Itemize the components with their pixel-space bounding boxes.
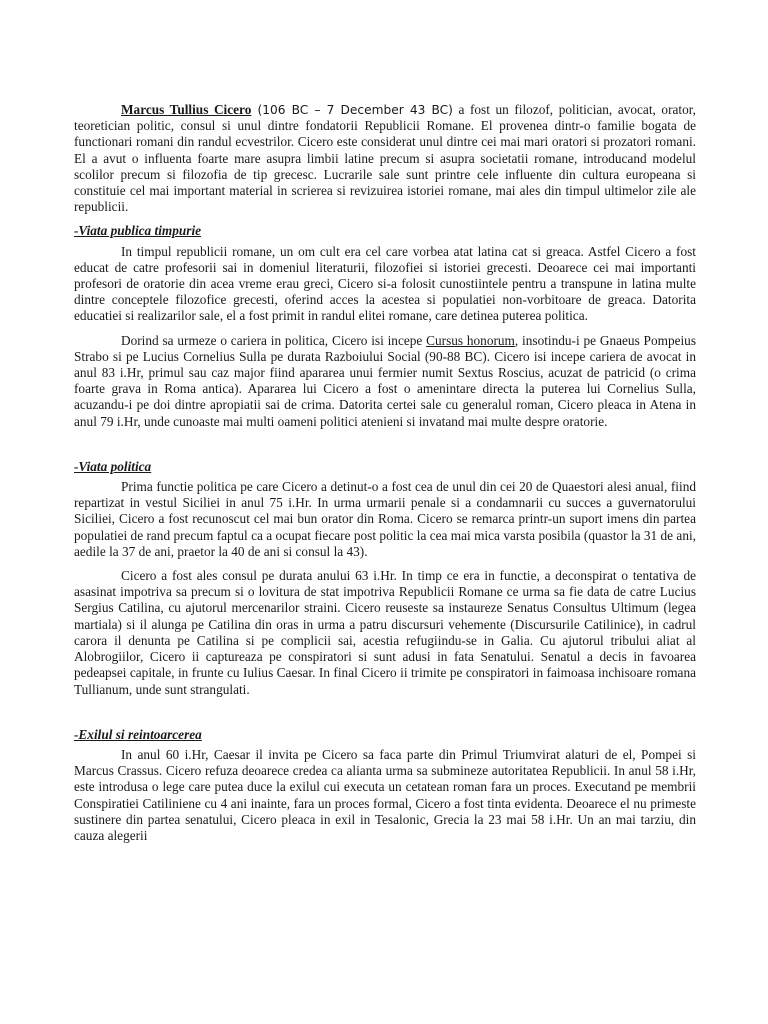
heading-exilul-si-reintoarcerea: -Exilul si reintoarcerea [74, 726, 202, 742]
intro-text: a fost un filozof, politician, avocat, orator, teoretician politic, consul si unul dintre fondatorii Republicii Romane. El provenea dintr-o familie bogata de functionari romani din randul ecvestrilor. Cicero este considerat unul dintre cei mai mari oratori si prozatori romani. El a avut o influenta foarte mare asupra limbii latine precum si asupra societatii romane, introducand modelul scolilor precum si filozofia de tip grecesc. Lucrarile sale sunt printre cele influente din cultura europeana si constituie cel mai important material in scrierea si revizuirea istoriei romane, mai ales din timpul ultimelor zile ale republicii. [74, 102, 696, 215]
paragraph-consul: Cicero a fost ales consul pe durata anului 63 i.Hr. In timp ce era in functie, a deconspirat o tentativa de asasinat impotriva sa precum si o lovitura de stat impotriva Republicii Romane ce urma sa fie data de catre Lucius Sergius Catilina, cu ajutorul mercenarilor straini. Cicero reuseste sa instaureze Senatus Consultus Ultimum (legea martiala) si il alunga pe Catilina din oras in urma a patru discursuri vehemente (Discursurile Catilinice), in cadrul carora il denunta pe Catilina si pe complicii sai, acestia refugiindu-se in Galia. Cu ajutorul tribului aliat al Alobrogiilor, Cicero ii captureaza pe conspiratori si sunt adusi in fata Senatului. Senatul a decis in favoarea pedeapsei capitale, in frunte cu Iulius Caesar. In final Cicero ii trimite pe conspiratori in faimoasa inchisoare romana Tullianum, unde sunt strangulati. [74, 568, 696, 697]
paragraph-cursus-honorum [74, 333, 696, 430]
paragraph-text: , insotindu-i pe Gnaeus Pompeius Strabo si pe Lucius Cornelius Sulla pe durata Razboiului Social (90-88 BC). Cicero isi incepe cariera de avocat in anul 83 i.Hr, primul sau caz major fiind apararea unui fermier numit Sextus Roscius, acuzat de patricid (o crima foarte grava in Roma antica). Apararea lui Cicero a fost o amenintare directa la puterea lui Cornelius Sulla, acuzandu-i pe doi dintre apropiatii sai de crima. Datorita certei sale cu generalul roman, Cicero pleaca in Atena in anul 79 i.Hr, unde cunoaste mai multi oameni politici atenieni si invatand mai multe despre oratorie. [74, 332, 697, 429]
heading-viata-politica: -Viata politica [74, 458, 152, 474]
cicero-link[interactable]: Marcus Tullius Cicero [121, 102, 252, 117]
heading-viata-publica-timpurie: -Viata publica timpurie [74, 223, 202, 239]
paragraph-text: Dorind sa urmeze o cariera in politica, Cicero isi incepe [121, 332, 427, 348]
document-page [74, 102, 696, 844]
cursus-honorum-link[interactable]: Cursus honorum [426, 332, 515, 348]
paragraph-education: In timpul republicii romane, un om cult era cel care vorbea atat latina cat si greaca. Astfel Cicero a fost educat de catre profesorii sai in domeniul literaturii, filozofiei si istoriei grecesti. Deoarece cei mai importanti profesori de oratorie din acea vreme erau greci, Cicero si-a folosit cunostiintele pentru a transpune in latina multe dintre conceptele filozofice grecesti, oferind acces la acestea si populatiei non-vorbitoare de greaca. Datorita educatiei si realizarilor sale, el a fost primit in randul elitei romane, care detinea puterea politica. [74, 243, 696, 324]
intro-paragraph [74, 102, 696, 215]
life-dates: (106 BC – 7 December 43 BC) [251, 103, 453, 117]
paragraph-exile: In anul 60 i.Hr, Caesar il invita pe Cicero sa faca parte din Primul Triumvirat alaturi de el, Pompei si Marcus Crassus. Cicero refuza deoarece credea ca alianta urma sa submineze autoritatea Republicii. In anul 58 i.Hr, este introdusa o lege care putea duce la exilul cui executa un cetatean roman fara un proces. Executand pe membrii Conspiratiei Catiliniene cu 4 ani inainte, fara un proces formal, Cicero a fost tinta evidenta. Deoarece el nu primeste sustinere din partea senatului, Cicero pleaca in exil in Tesalonic, Grecia la 23 mai 58 i.Hr. Un an mai tarziu, din cauza alegerii [74, 746, 696, 843]
paragraph-quaestor: Prima functie politica pe care Cicero a detinut-o a fost cea de unul din cei 20 de Quaestori alesi anual, fiind repartizat in vestul Siciliei in anul 75 i.Hr. In urma urmarii penale si a condamnarii cu succes a guvernatorului Siciliei, Cicero a fost recunoscut cel mai bun orator din Roma. Cicero se remarca printr-un suport imens din partea populatiei de rand precum faptul ca a ocupat fiecare post politic la cea mai mica varsta posibila (quastor la 31 de ani, aedile la 37 de ani, praetor la 40 de ani si consul la 43). [74, 479, 696, 559]
